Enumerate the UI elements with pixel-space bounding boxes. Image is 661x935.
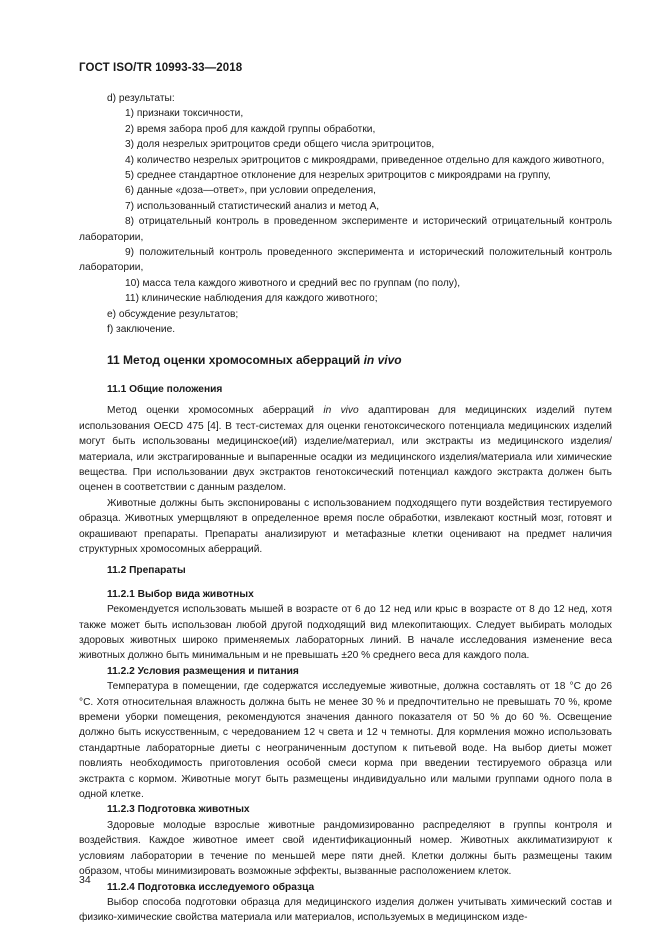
section-11-2-4-text: Выбор способа подготовки образца для медицинского изделия должен учитывать химический состав и физико-химические свойства материала или материалов, используемых в медицинском изде- [79,896,612,924]
result-item-4: 4) количество незрелых эритроцитов с микроядрами, приведенное отдельно для каждого животного, [125,154,605,166]
section-11-title-italic: in vivo [363,352,402,367]
page-number: 34 [79,874,91,886]
result-item-2: 2) время забора проб для каждой группы обработки, [125,123,376,135]
paragraph-text: Метод оценки хромосомных аберраций [107,405,324,417]
document-body [79,91,612,926]
section-11-2-4-title: 11.2.4 Подготовка исследуемого образца [107,881,315,893]
section-11-2-2-title: 11.2.2 Условия размещения и питания [107,665,299,677]
section-11-1-title: 11.1 Общие положения [107,383,223,395]
paragraph-text: адаптирован для медицинских изделий путем использования OECD 475 [4]. В тест-системах для оценки генотоксического потенциала медицинских изделий могут быть использованы медицинское(ий) изделие/материал, или экстракты из медицинского изделия/материала, или экстрагированные и выпаренные осадки из медицинского изделия/материала или химические вещества. При использовании двух экстрактов генотоксический потенциал каждого экстракта должен быть оценен в соответствии с данным разделом. [79,405,612,494]
result-item-8: 8) отрицательный контроль в проведенном эксперименте и исторический отрицательный контроль лаборатории, [79,216,612,243]
section-11-title [79,353,612,368]
section-11-2-1-text: Рекомендуется использовать мышей в возрасте от 6 до 12 нед или крыс в возрасте от 8 до 12 нед, хотя также может быть использован любой другой подходящий вид млекопитающих. Следует выбирать молодых здоровых животных широко применяемых лабораторных линий. В начале исследования изменение веса животных должно быть минимальным и не превышать ±20 % среднего веса для каждого пола. [79,604,612,662]
result-item-9: 9) положительный контроль проведенного эксперимента и исторический положительный контроль лаборатории, [79,247,612,274]
results-conclusion: f) заключение. [107,324,176,336]
result-item-6: 6) данные «доза—ответ», при условии определения, [125,185,376,197]
result-item-10: 10) масса тела каждого животного и средний вес по группам (по полу), [125,277,461,289]
section-11-2-3-title: 11.2.3 Подготовка животных [107,804,250,816]
section-11-2-3-text: Здоровые молодые взрослые животные рандомизированно распределяют в группы контроля и воздействия. Каждое животное имеет свой идентификационный номер. Животных акклиматизируют к условиям лаборатории в течение по меньшей мере пяти дней. Клетки должны быть размещены таким образом, чтобы минимизировать возможные эффекты, вызванные расположением клеток. [79,819,612,878]
results-label: d) результаты: [107,93,175,104]
result-item-1: 1) признаки токсичности, [125,108,244,120]
section-11-2-2-text: Температура в помещении, где содержатся исследуемые животные, должна составлять от 18 °С до 26 °С. Хотя относительная влажность должна быть не менее 30 % и предпочтительно не превышать 70 %, кроме времени уборки помещения, рекомендуются значения данного показателя от 50 % до 60 %. Освещение должно быть искусственным, с чередованием 12 ч света и 12 ч темноты. Для кормления можно использовать стандартные лабораторные диеты с неограниченным доступом к питьевой воде. На выбор диеты может повлиять необходимость приготовления особой смеси корма при введении тестируемого образца или экстракта с кормом. Животные могут быть размещены индивидуально или малыми группами одного пола в одной клетке. [79,681,612,801]
section-11-title-text: 11 Метод оценки хромосомных аберраций [107,352,364,367]
section-11-2-title: 11.2 Препараты [107,565,186,577]
result-item-3: 3) доля незрелых эритроцитов среди общего числа эритроцитов, [125,139,435,151]
result-item-11: 11) клинические наблюдения для каждого животного; [125,293,378,305]
paragraph-italic: in vivo [323,405,359,417]
section-11-1-paragraph-1 [79,403,612,495]
result-item-7: 7) использованный статистический анализ и метод А, [125,200,380,212]
section-11-1-paragraph-2: Животные должны быть экспонированы с использованием подходящего пути воздействия тестируемого образца. Животных умерщвляют в определенное время после обработки, извлекают костный мозг, готовят и окрашивают препараты. Препараты анализируют и метафазные клетки оценивают на предмет наличия структурных хромосомных аберраций. [79,497,612,555]
result-item-5: 5) среднее стандартное отклонение для незрелых эритроцитов с микроядрами на группу, [125,170,551,182]
section-11-2-1-title: 11.2.1 Выбор вида животных [107,588,254,600]
document-header: ГОСТ ISO/TR 10993-33—2018 [79,62,243,74]
results-discussion: e) обсуждение результатов; [107,308,239,320]
